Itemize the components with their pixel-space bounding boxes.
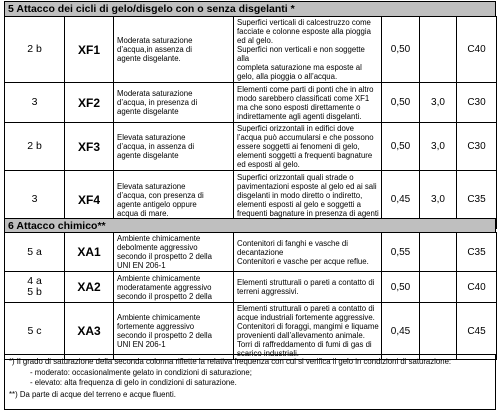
min-air-content <box>420 17 457 83</box>
table-row <box>5 17 497 83</box>
exposure-code: XF2 <box>65 83 114 123</box>
examples-description: Elementi strutturali o pareti a contatto di terreni aggressivi. <box>234 272 382 303</box>
exposure-class-table <box>4 1 496 411</box>
min-strength-class: C35 <box>457 171 497 229</box>
section-5-header: 5 Attacco dei cicli di gelo/disgelo con o senza disgelanti * <box>4 1 496 17</box>
min-air-content: 3,0 <box>420 171 457 229</box>
min-strength-class: C40 <box>457 17 497 83</box>
max-wc-ratio: 0,50 <box>382 272 420 303</box>
exposure-class-cell: 2 b <box>5 123 65 171</box>
footnote-saturation: *) Il grado di saturazione della seconda colonna riflette la relativa frequenza con cui si verifica il gelo in condizioni di saturazione: <box>9 357 452 366</box>
footnotes <box>4 354 496 410</box>
section-6-table <box>4 232 497 360</box>
min-strength-class: C40 <box>457 272 497 303</box>
min-strength-class: C35 <box>457 233 497 272</box>
max-wc-ratio: 0,50 <box>382 17 420 83</box>
environment-description: Ambiente chimicamente moderatamente aggressivo secondo il prospetto 2 della <box>114 272 234 303</box>
examples-description: Superfici orizzontali quali strade o pavimentazioni esposte al gelo ed ai sali disgelanti in modo diretto o indiretto, elementi esposti al gelo e soggetti a frequenti bagnature in presenza di agenti <box>234 171 382 229</box>
min-air-content <box>420 272 457 303</box>
max-wc-ratio: 0,50 <box>382 83 420 123</box>
min-air-content <box>420 303 457 360</box>
table-row <box>5 272 497 303</box>
environment-description: Ambiente chimicamente debolmente aggressivo secondo il prospetto 2 della UNI EN 206-1 <box>114 233 234 272</box>
environment-description: Elevata saturazione d’acqua, in assenza di agente disgelante <box>114 123 234 171</box>
examples-description: Contenitori di fanghi e vasche di decantazione Contenitori e vasche per acque reflue. <box>234 233 382 272</box>
max-wc-ratio: 0,55 <box>382 233 420 272</box>
table-row <box>5 83 497 123</box>
environment-description: Ambiente chimicamente fortemente aggressivo secondo il prospetto 2 della UNI EN 206-1 <box>114 303 234 360</box>
footnote-chemical: **) Da parte di acque del terreno e acque fluenti. <box>9 389 176 399</box>
max-wc-ratio: 0,50 <box>382 123 420 171</box>
exposure-class-cell: 2 b <box>5 17 65 83</box>
exposure-code: XA2 <box>65 272 114 303</box>
min-air-content: 3,0 <box>420 123 457 171</box>
examples-description: Elementi come parti di ponti che in altro modo sarebbero classificati come XF1 ma che sono esposti direttamente o indirettamente agli agenti disgelanti. <box>234 83 382 123</box>
exposure-class-cell: 4 a 5 b <box>5 272 65 303</box>
exposure-code: XA3 <box>65 303 114 360</box>
max-wc-ratio: 0,45 <box>382 303 420 360</box>
section-6-header: 6 Attacco chimico** <box>4 218 496 233</box>
section-5-table <box>4 16 497 229</box>
min-air-content <box>420 233 457 272</box>
exposure-class-cell: 3 <box>5 171 65 229</box>
exposure-code: XF1 <box>65 17 114 83</box>
examples-description: Elementi strutturali o pareti a contatto di acque industriali fortemente aggressive. Contenitori di foraggi, mangimi e liquame provenienti dall’allevamento animale. Torri di raffreddamento di fumi di gas di scarico industriali. <box>234 303 382 360</box>
exposure-code: XA1 <box>65 233 114 272</box>
exposure-code: XF4 <box>65 171 114 229</box>
max-wc-ratio: 0,45 <box>382 171 420 229</box>
table-row <box>5 233 497 272</box>
min-strength-class: C30 <box>457 123 497 171</box>
exposure-code: XF3 <box>65 123 114 171</box>
exposure-class-cell: 3 <box>5 83 65 123</box>
exposure-class-cell: 5 c <box>5 303 65 360</box>
examples-description: Superfici verticali di calcestruzzo come facciate e colonne esposte alla pioggia ed al gelo. Superfici non verticali e non soggette alla completa saturazione ma esposte al gelo, alla pioggia o all’acqua. <box>234 17 382 83</box>
environment-description: Moderata saturazione d’acqua,in assenza di agente disgelante. <box>114 17 234 83</box>
environment-description: Moderata saturazione d’acqua, in presenza di agente disgelante <box>114 83 234 123</box>
footnote-high: - elevato: alta frequenza di gelo in condizioni di saturazione. <box>30 378 237 387</box>
table-row <box>5 303 497 360</box>
min-air-content: 3,0 <box>420 83 457 123</box>
environment-description: Elevata saturazione d’acqua, con presenza di agente antigelo oppure acqua di mare. <box>114 171 234 229</box>
min-strength-class: C45 <box>457 303 497 360</box>
min-strength-class: C30 <box>457 83 497 123</box>
table-row <box>5 123 497 171</box>
exposure-class-cell: 5 a <box>5 233 65 272</box>
examples-description: Superfici orizzontali in edifici dove l’acqua può accumularsi e che possono essere soggetti ai fenomeni di gelo, elementi soggetti a frequenti bagnature ed esposti al gelo. <box>234 123 382 171</box>
footnote-moderate: - moderato: occasionalmente gelato in condizioni di saturazione; <box>30 367 252 377</box>
